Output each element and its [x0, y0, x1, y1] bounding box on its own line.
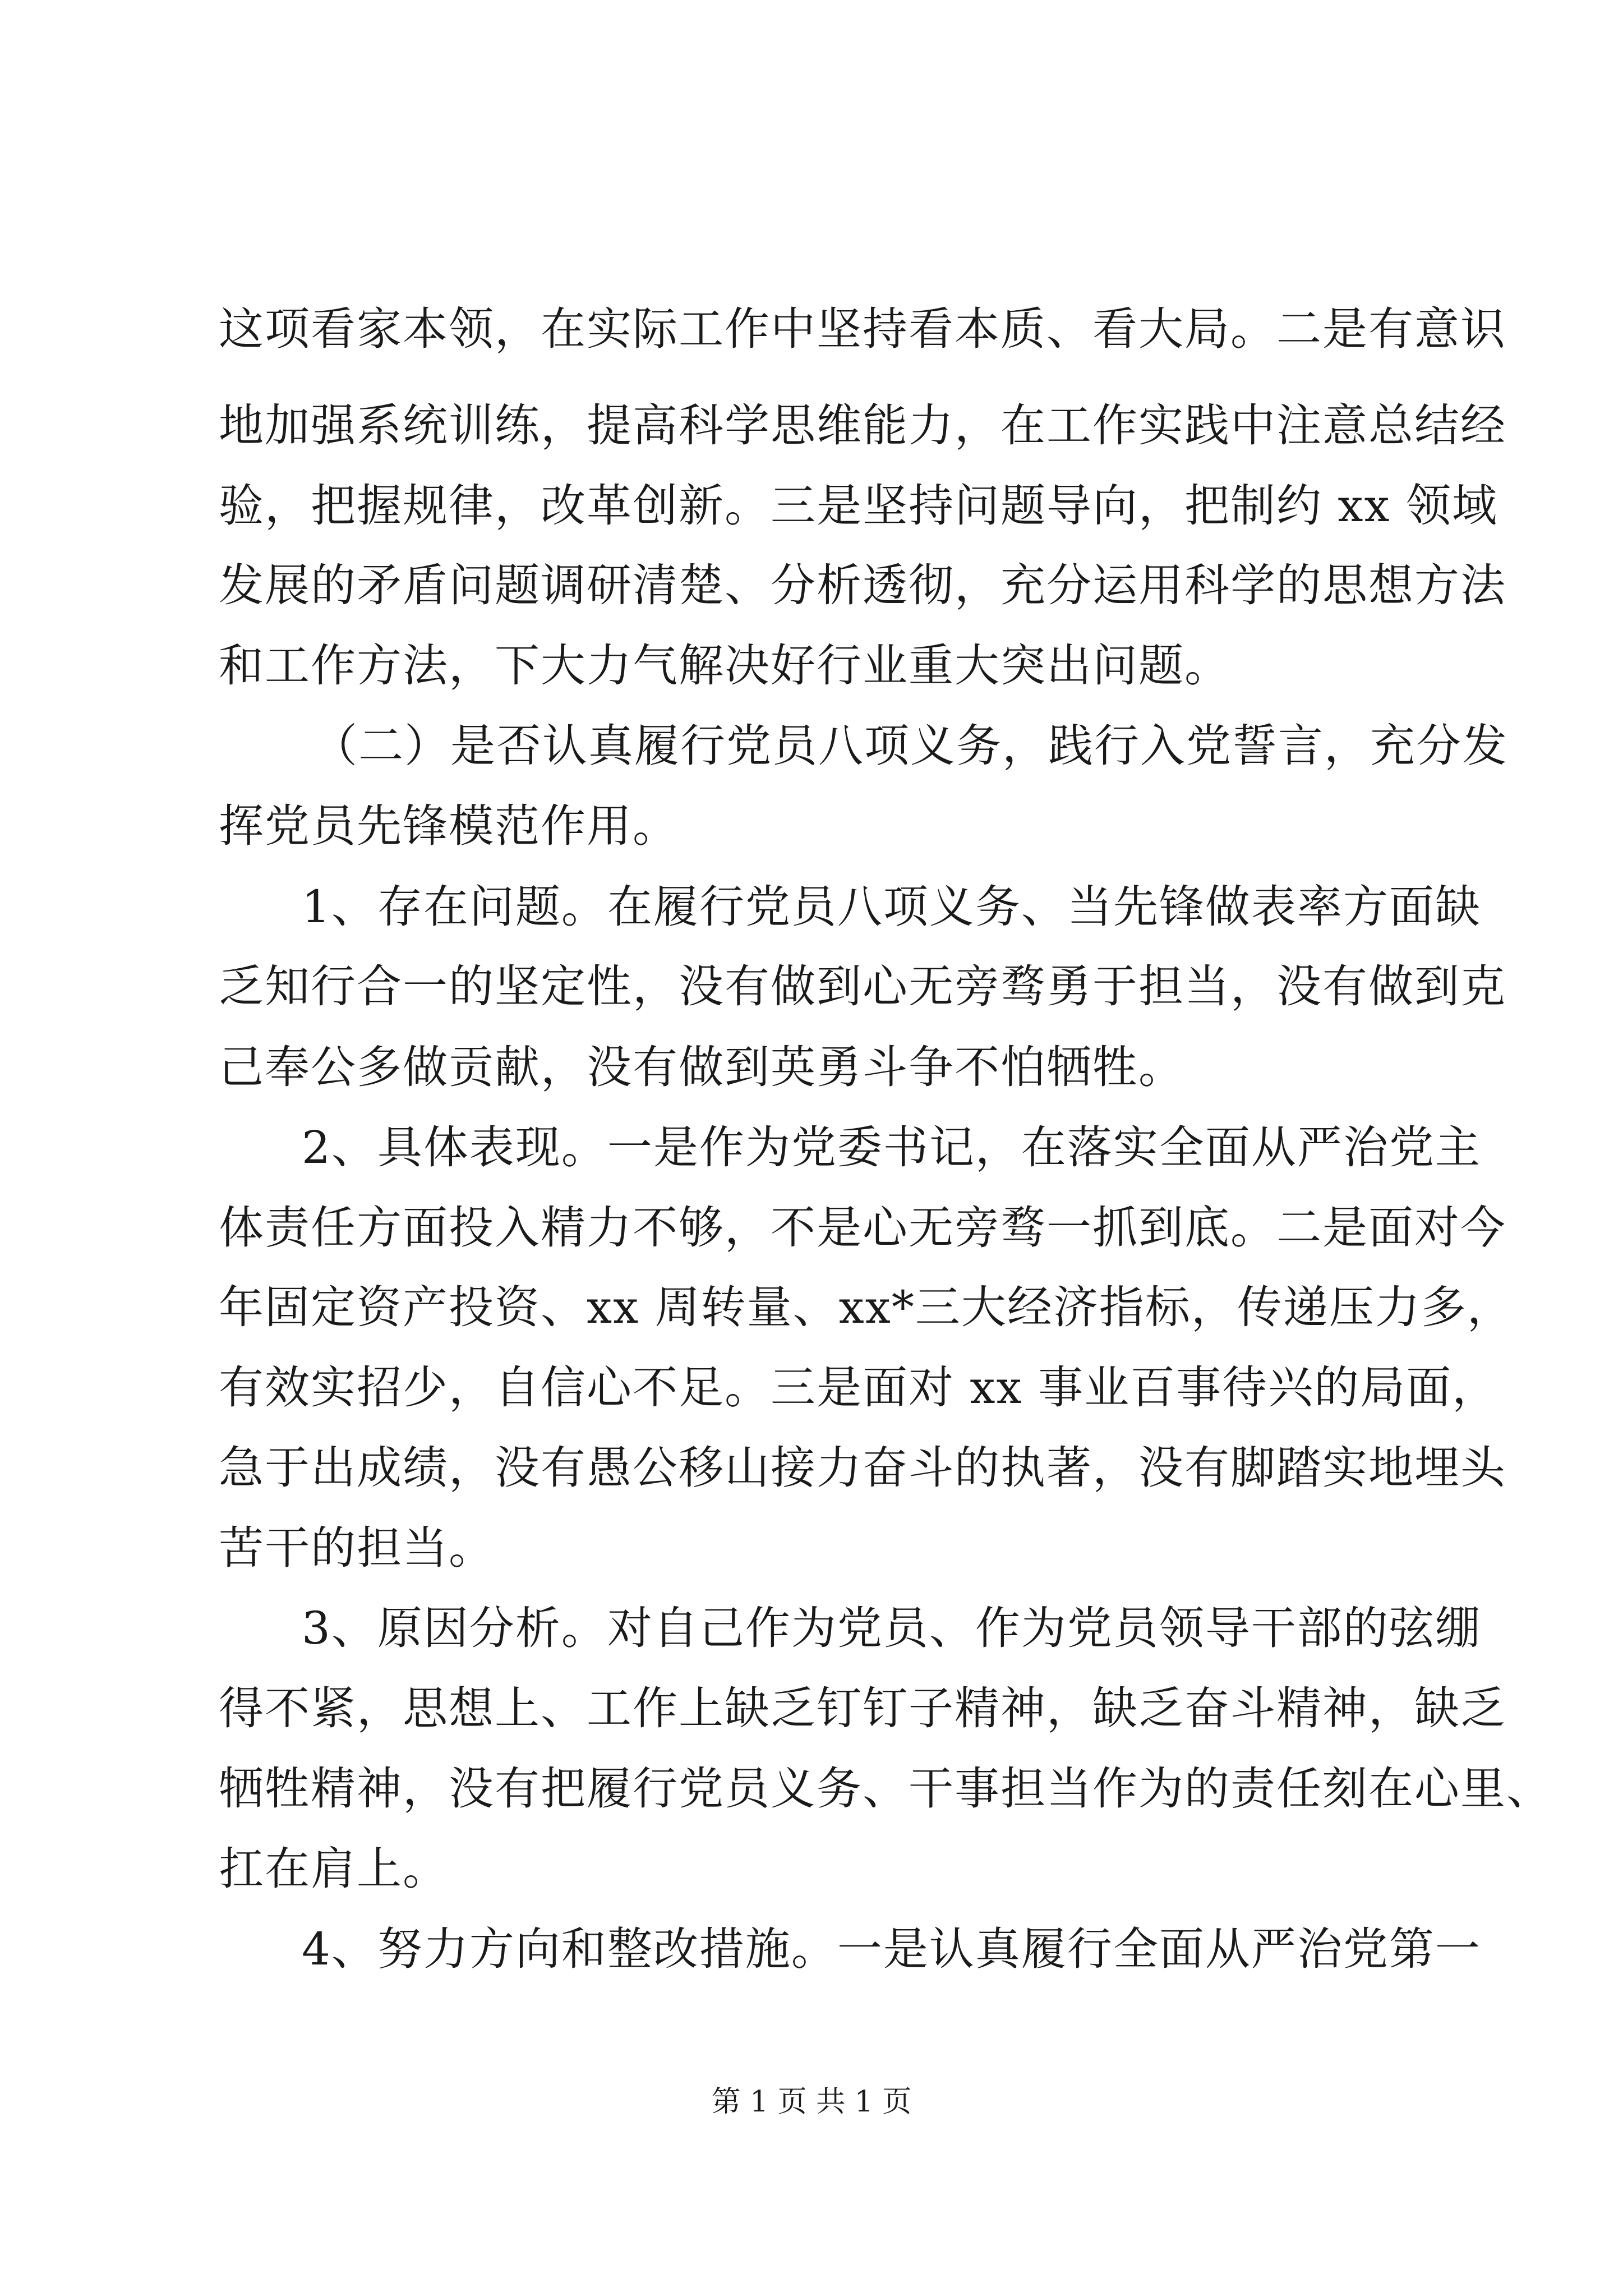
section-heading: （二）是否认真履行党员八项义务，践行入党誓言，充分发 — [312, 720, 1508, 772]
body-line: 牺牲精神，没有把履行党员义务、干事担当作为的责任刻在心里、 — [219, 1763, 1552, 1815]
body-line: 和工作方法，下大力气解决好行业重大突出问题。 — [219, 639, 1230, 692]
body-line: 苦干的担当。 — [219, 1522, 495, 1574]
body-line: 这项看家本领，在实际工作中坚持看本质、看大局。二是有意识 — [219, 303, 1506, 355]
body-line: 地加强系统训练，提高科学思维能力，在工作实践中注意总结经 — [219, 399, 1506, 452]
body-line: 有效实招少，自信心不足。三是面对 xx 事业百事待兴的局面， — [219, 1361, 1498, 1414]
body-line: 4、努力方向和整改措施。一是认真履行全面从严治党第一 — [302, 1923, 1481, 1975]
body-line: 体责任方面投入精力不够，不是心无旁骛一抓到底。二是面对今 — [219, 1202, 1506, 1254]
body-line: 年固定资产投资、xx 周转量、xx*三大经济指标，传递压力多， — [219, 1281, 1513, 1333]
page-number-footer: 第 1 页 共 1 页 — [711, 2085, 912, 2119]
body-line: 发展的矛盾问题调研清楚、分析透彻，充分运用科学的思想方法 — [219, 559, 1506, 611]
body-line: 乏知行合一的坚定性，没有做到心无旁骛勇于担当，没有做到克 — [219, 960, 1506, 1013]
body-line: 扛在肩上。 — [219, 1843, 449, 1895]
body-line: 验，把握规律，改革创新。三是坚持问题导向，把制约 xx 领域 — [219, 480, 1498, 532]
section-heading: 挥党员先锋模范作用。 — [219, 800, 679, 852]
body-line: 己奉公多做贡献，没有做到英勇斗争不怕牺牲。 — [219, 1041, 1184, 1093]
body-line: 1、存在问题。在履行党员八项义务、当先锋做表率方面缺 — [302, 881, 1481, 933]
body-line: 2、具体表现。一是作为党委书记，在落实全面从严治党主 — [302, 1121, 1481, 1174]
body-line: 急于出成绩，没有愚公移山接力奋斗的执著，没有脚踏实地埋头 — [219, 1442, 1506, 1494]
body-line: 3、原因分析。对自己作为党员、作为党员领导干部的弦绷 — [302, 1602, 1481, 1654]
body-line: 得不紧，思想上、工作上缺乏钉钉子精神，缺乏奋斗精神，缺乏 — [219, 1682, 1506, 1734]
